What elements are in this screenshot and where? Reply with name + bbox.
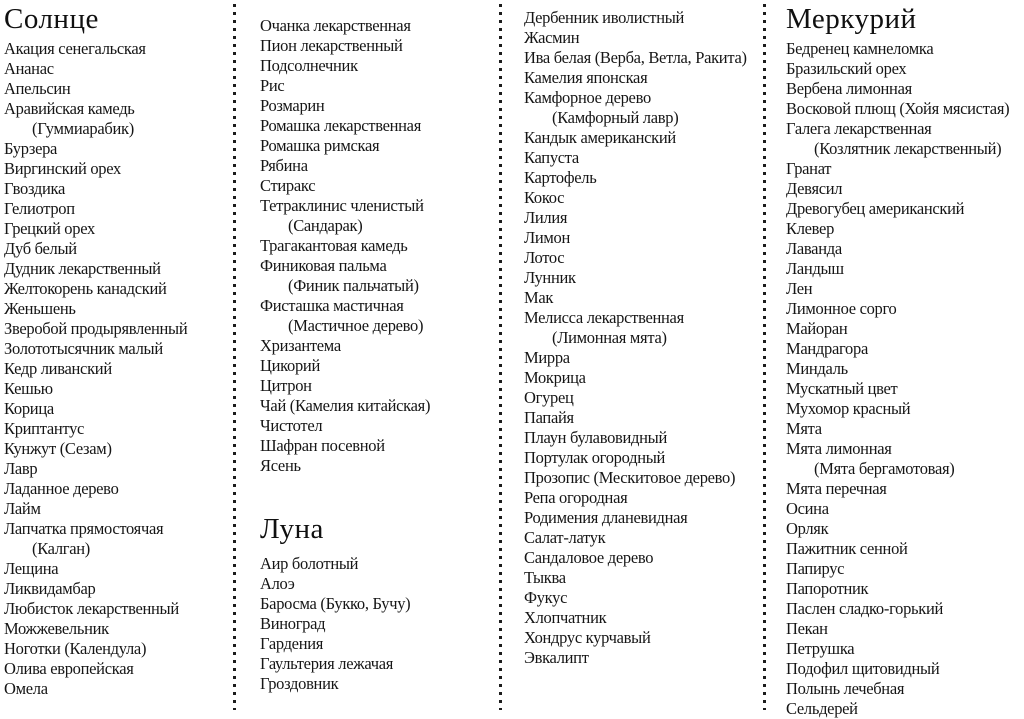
plant-entry-line: Мускатный цвет [786, 379, 898, 398]
plant-entry-line: Аир болотный [260, 554, 359, 573]
plant-entry-line: Гвоздика [4, 179, 65, 198]
plant-entry [260, 116, 496, 136]
plant-entry [786, 259, 1024, 279]
plant-entry-line: Мухомор красный [786, 399, 911, 418]
plant-entry [260, 416, 496, 436]
plant-entry-continuation-line: (Лимонная мята) [552, 328, 667, 347]
plant-entry-line: Корица [4, 399, 54, 418]
plant-entry-line: Акация сенегальская [4, 39, 146, 58]
plant-entry [4, 559, 230, 579]
plant-entry-line: Орляк [786, 519, 829, 538]
plant-entry [786, 279, 1024, 299]
plant-entry-continuation-line: (Финик пальчатый) [288, 276, 419, 295]
plant-entry [524, 568, 764, 588]
plant-entry-line: Кунжут (Сезам) [4, 439, 112, 458]
plant-entry [786, 599, 1024, 619]
plant-entry-line: Пион лекарственный [260, 36, 403, 55]
plant-entry [786, 439, 1024, 479]
plant-entry [4, 439, 230, 459]
plant-entry [260, 76, 496, 96]
plant-entry-line: Мак [524, 288, 554, 307]
plant-entry [524, 588, 764, 608]
plant-entry-line: Прозопис (Мескитовое дерево) [524, 468, 736, 487]
plant-entry [260, 654, 496, 674]
plant-entry-line: Мирра [524, 348, 570, 367]
plant-entry-line: Гранат [786, 159, 832, 178]
plant-entry-continuation-line: (Камфорный лавр) [552, 108, 679, 127]
plant-entry-line: Апельсин [4, 79, 71, 98]
plant-entry-line: Полынь лечебная [786, 679, 905, 698]
plant-entry-line: Дуб белый [4, 239, 77, 258]
plant-entry [4, 299, 230, 319]
plant-entry [4, 359, 230, 379]
plant-entry [786, 679, 1024, 699]
planet-section-header: Меркурий [786, 3, 917, 35]
plant-entry [4, 39, 230, 59]
plant-entry [260, 396, 496, 416]
plant-entry-line: Омела [4, 679, 48, 698]
plant-entry-line: Древогубец американский [786, 199, 965, 218]
plant-entry [260, 96, 496, 116]
plant-entry [4, 259, 230, 279]
plant-entry-line: Ноготки (Календула) [4, 639, 147, 658]
plant-entry [4, 499, 230, 519]
plant-entry [260, 614, 496, 634]
plant-entry [786, 379, 1024, 399]
plant-entry-line: Ромашка римская [260, 136, 380, 155]
plant-entry [260, 436, 496, 456]
plant-entry-line: Аравийская камедь [4, 99, 135, 118]
plant-entry-line: Плаун булавовидный [524, 428, 667, 447]
plant-entry-line: Папайя [524, 408, 574, 427]
text-column-4 [786, 2, 1024, 719]
plant-entry-line: Можжевельник [4, 619, 109, 638]
plant-entry-line: Пекан [786, 619, 828, 638]
plant-entry [260, 554, 496, 574]
dotted-column-separator-3 [763, 4, 766, 710]
plant-entry-line: Эвкалипт [524, 648, 589, 667]
plant-entry-line: Женьшень [4, 299, 76, 318]
plant-entry [4, 599, 230, 619]
plant-entry [4, 179, 230, 199]
plant-entry [524, 168, 764, 188]
plant-entry-line: Тыква [524, 568, 566, 587]
plant-entry-line: Ландыш [786, 259, 844, 278]
plant-entry [786, 39, 1024, 59]
plant-entry [260, 456, 496, 476]
plant-entry-line: Клевер [786, 219, 835, 238]
plant-entry-continuation-line: (Козлятник лекарственный) [814, 139, 1002, 158]
plant-entry-line: Ладанное дерево [4, 479, 119, 498]
plant-entry [4, 279, 230, 299]
plant-entry-line: Камфорное дерево [524, 88, 651, 107]
plant-entry [786, 539, 1024, 559]
plant-entry-line: Мята [786, 419, 822, 438]
plant-entry-line: Ромашка лекарственная [260, 116, 421, 135]
plant-entry-line: Лилия [524, 208, 568, 227]
plant-entry [524, 228, 764, 248]
plant-entry-line: Бедренец камнеломка [786, 39, 934, 58]
plant-entry [524, 408, 764, 428]
dotted-column-separator-1 [233, 4, 236, 710]
plant-entry [524, 468, 764, 488]
plant-entry-line: Репа огородная [524, 488, 628, 507]
plant-entry-line: Мелисса лекарственная [524, 308, 684, 327]
plant-entry [4, 379, 230, 399]
plant-entry [786, 419, 1024, 439]
plant-entry-line: Ива белая (Верба, Ветла, Ракита) [524, 48, 747, 67]
plant-entry-line: Капуста [524, 148, 579, 167]
plant-entry [786, 659, 1024, 679]
plant-entry-line: Портулак огородный [524, 448, 666, 467]
plant-entry-line: Грецкий орех [4, 219, 95, 238]
plant-entry-line: Виргинский орех [4, 159, 121, 178]
plant-entry [4, 99, 230, 139]
plant-entry [524, 68, 764, 88]
plant-entry [786, 579, 1024, 599]
plant-entry [786, 239, 1024, 259]
plant-entry-line: Дербенник иволистный [524, 8, 685, 27]
plant-entry-line: Лайм [4, 499, 41, 518]
plant-entry-line: Любисток лекарственный [4, 599, 179, 618]
plant-entry [4, 79, 230, 99]
plant-entry-continuation-line: (Мята бергамотовая) [814, 459, 955, 478]
plant-entry [260, 594, 496, 614]
plant-entry [524, 208, 764, 228]
plant-entry-line: Трагакантовая камедь [260, 236, 408, 255]
plant-entry [260, 256, 496, 296]
plant-entry [524, 188, 764, 208]
plant-entry-line: Гардения [260, 634, 324, 653]
plant-entry-line: Мокрица [524, 368, 586, 387]
plant-entry [260, 574, 496, 594]
plant-entry-line: Хлопчатник [524, 608, 607, 627]
plant-entry-line: Ананас [4, 59, 54, 78]
plant-entry-line: Лаванда [786, 239, 842, 258]
plant-entry [260, 674, 496, 694]
text-column-3 [524, 8, 764, 668]
plant-entry [786, 399, 1024, 419]
planet-section-header: Солнце [4, 3, 99, 35]
plant-entry-line: Огурец [524, 388, 574, 407]
plant-entry [4, 139, 230, 159]
plant-entry-line: Ясень [260, 456, 301, 475]
plant-entry [260, 196, 496, 236]
plant-entry [786, 159, 1024, 179]
plant-entry [524, 288, 764, 308]
plant-entry-line: Чистотел [260, 416, 323, 435]
plant-entry-line: Майоран [786, 319, 848, 338]
plant-entry [4, 619, 230, 639]
plant-entry [786, 479, 1024, 499]
plant-entry [4, 419, 230, 439]
plant-entry-line: Сельдерей [786, 699, 858, 718]
plant-entry-line: Кешью [4, 379, 53, 398]
plant-entry [524, 148, 764, 168]
plant-entry-line: Подофил щитовидный [786, 659, 940, 678]
plant-entry-line: Лотос [524, 248, 565, 267]
plant-entry [786, 699, 1024, 719]
plant-entry-continuation-line: (Гуммиарабик) [32, 119, 134, 138]
text-column-1 [4, 2, 230, 699]
plant-entry-line: Очанка лекарственная [260, 16, 411, 35]
plant-entry-line: Мята лимонная [786, 439, 892, 458]
plant-entry-line: Сандаловое дерево [524, 548, 654, 567]
plant-entry-line: Галега лекарственная [786, 119, 932, 138]
plant-entry-line: Алоэ [260, 574, 295, 593]
plant-entry-line: Девясил [786, 179, 843, 198]
plant-entry-line: Лавр [4, 459, 38, 478]
plant-entry-line: Салат-латук [524, 528, 606, 547]
plant-entry [786, 519, 1024, 539]
plant-entry [786, 79, 1024, 99]
plant-entry [4, 199, 230, 219]
plant-entry-line: Камелия японская [524, 68, 648, 87]
plant-entry-line: Восковой плющ (Хойя мясистая) [786, 99, 1010, 118]
plant-entry [4, 459, 230, 479]
plant-entry-line: Гелиотроп [4, 199, 75, 218]
plant-entry [4, 159, 230, 179]
plant-entry [260, 56, 496, 76]
plant-entry [4, 579, 230, 599]
plant-entry-line: Кокос [524, 188, 565, 207]
plant-entry [524, 8, 764, 28]
plant-entry [524, 388, 764, 408]
plant-entry [524, 608, 764, 628]
plant-entry-continuation-line: (Сандарак) [288, 216, 363, 235]
plant-entry-line: Криптантус [4, 419, 85, 438]
plant-entry [786, 119, 1024, 159]
plant-entry [786, 499, 1024, 519]
plant-entry-line: Подсолнечник [260, 56, 358, 75]
plant-entry [524, 548, 764, 568]
plant-entry-line: Пажитник сенной [786, 539, 908, 558]
plant-entry-continuation-line: (Калган) [32, 539, 91, 558]
plant-entry [786, 59, 1024, 79]
plant-entry-line: Кандык американский [524, 128, 676, 147]
plant-entry [786, 199, 1024, 219]
plant-entry-line: Стиракс [260, 176, 316, 195]
plant-entry [260, 376, 496, 396]
plant-entry-line: Вербена лимонная [786, 79, 912, 98]
plant-entry [260, 236, 496, 256]
plant-entry [524, 348, 764, 368]
plant-entry-line: Гроздовник [260, 674, 339, 693]
plant-entry-line: Ликвидамбар [4, 579, 96, 598]
plant-entry-line: Розмарин [260, 96, 325, 115]
plant-entry [4, 339, 230, 359]
plant-entry-line: Лапчатка прямостоячая [4, 519, 164, 538]
plant-entry-line: Золототысячник малый [4, 339, 163, 358]
plant-entry-line: Жасмин [524, 28, 580, 47]
plant-entry [786, 359, 1024, 379]
plant-entry [786, 619, 1024, 639]
plant-entry [524, 248, 764, 268]
plant-entry-line: Лимон [524, 228, 571, 247]
plant-entry-line: Лен [786, 279, 813, 298]
plant-entry-line: Картофель [524, 168, 597, 187]
plant-entry [524, 508, 764, 528]
plant-entry [524, 528, 764, 548]
plant-entry [786, 319, 1024, 339]
plant-entry-line: Петрушка [786, 639, 855, 658]
plant-entry [524, 48, 764, 68]
plant-entry [4, 639, 230, 659]
plant-entry-line: Лунник [524, 268, 576, 287]
plant-entry [4, 679, 230, 699]
plant-entry [786, 639, 1024, 659]
plant-entry-line: Дудник лекарственный [4, 259, 161, 278]
plant-entry-line: Олива европейская [4, 659, 134, 678]
plant-entry [260, 156, 496, 176]
plant-entry [260, 176, 496, 196]
plant-entry [786, 299, 1024, 319]
plant-entry [260, 16, 496, 36]
dotted-column-separator-2 [499, 4, 502, 710]
plant-entry-line: Бразильский орех [786, 59, 907, 78]
plant-entry [4, 519, 230, 559]
plant-entry [4, 219, 230, 239]
plant-entry-line: Мята перечная [786, 479, 887, 498]
plant-entry-line: Хондрус курчавый [524, 628, 651, 647]
plant-entry-line: Бурзера [4, 139, 58, 158]
plant-entry-line: Кедр ливанский [4, 359, 112, 378]
plant-entry-continuation-line: (Мастичное дерево) [288, 316, 424, 335]
plant-entry-line: Тетраклинис членистый [260, 196, 424, 215]
plant-entry [786, 559, 1024, 579]
plant-entry-line: Паслен сладко-горький [786, 599, 944, 618]
plant-entry [4, 659, 230, 679]
plant-entry-line: Виноград [260, 614, 326, 633]
plant-entry [4, 479, 230, 499]
plant-entry [524, 88, 764, 128]
plant-entry-line: Шафран посевной [260, 436, 385, 455]
plant-entry-line: Зверобой продырявленный [4, 319, 188, 338]
plant-entry [524, 368, 764, 388]
plant-entry [4, 319, 230, 339]
plant-entry-line: Осина [786, 499, 829, 518]
plant-entry [524, 488, 764, 508]
text-column-2 [260, 16, 496, 694]
plant-entry [524, 268, 764, 288]
plant-entry [786, 179, 1024, 199]
plant-entry-line: Рис [260, 76, 285, 95]
plant-entry-line: Гаультерия лежачая [260, 654, 394, 673]
plant-entry-line: Рябина [260, 156, 308, 175]
plant-entry [4, 239, 230, 259]
plant-entry [786, 219, 1024, 239]
plant-entry-line: Финиковая пальма [260, 256, 387, 275]
plant-entry-line: Родимения дланевидная [524, 508, 688, 527]
plant-entry-line: Мандрагора [786, 339, 868, 358]
plant-entry [4, 399, 230, 419]
plant-entry [4, 59, 230, 79]
plant-entry-line: Хризантема [260, 336, 341, 355]
plant-entry-line: Цикорий [260, 356, 320, 375]
plant-entry [524, 28, 764, 48]
plant-entry [524, 448, 764, 468]
plant-entry-line: Лещина [4, 559, 59, 578]
plant-entry [260, 336, 496, 356]
plant-entry [524, 628, 764, 648]
plant-entry-line: Баросма (Букко, Бучу) [260, 594, 411, 613]
plant-entry [524, 428, 764, 448]
plant-entry [786, 339, 1024, 359]
plant-entry-line: Фисташка мастичная [260, 296, 404, 315]
plant-entry [524, 648, 764, 668]
plant-entry [524, 128, 764, 148]
plant-entry-line: Фукус [524, 588, 568, 607]
plant-entry-line: Чай (Камелия китайская) [260, 396, 431, 415]
plant-entry-line: Желтокорень канадский [4, 279, 167, 298]
plant-entry-line: Миндаль [786, 359, 848, 378]
plant-entry [260, 136, 496, 156]
plant-entry [260, 36, 496, 56]
plant-entry [260, 356, 496, 376]
plant-entry [524, 308, 764, 348]
plant-entry-line: Папирус [786, 559, 845, 578]
plant-entry-line: Лимонное сорго [786, 299, 897, 318]
planet-section-header: Луна [260, 513, 324, 545]
plant-entry-line: Папоротник [786, 579, 869, 598]
plant-entry [260, 634, 496, 654]
plant-entry [260, 296, 496, 336]
plant-entry [786, 99, 1024, 119]
plant-entry-line: Цитрон [260, 376, 312, 395]
